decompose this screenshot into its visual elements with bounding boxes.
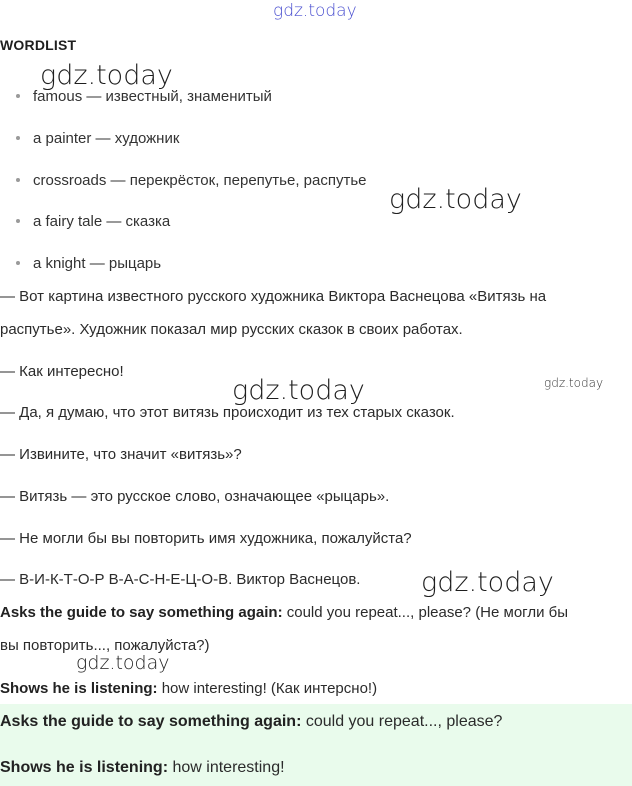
watermark: gdz.today (389, 184, 522, 215)
summary-label: Shows he is listening (0, 759, 163, 776)
wordlist-heading: WORDLIST (0, 37, 77, 53)
note-text: how interesting! (Как интерсно!) (157, 680, 378, 697)
watermark-top: gdz.today (273, 1, 357, 21)
summary-item-listening: Shows he is listening: how interesting! (0, 759, 285, 776)
list-item-text: crossroads — перекрёсток, перепутье, распутье (33, 172, 367, 189)
dialogue-line: — Не могли бы вы повторить имя художника, пожалуйста? (0, 530, 412, 547)
dialogue-line: — Вот картина известного русского художника Виктора Васнецова «Витязь на (0, 288, 547, 305)
note-repeat: Asks the guide to say something again: could you repeat..., please? (Не могли бы (0, 604, 568, 621)
list-item (16, 255, 161, 272)
watermark: gdz.today (421, 567, 554, 598)
bullet-icon (16, 261, 20, 265)
dialogue-line: распутье». Художник показал мир русских сказок в своих работах. (0, 321, 463, 338)
note-listening: Shows he is listening: how interesting! (Как интерсно!) (0, 680, 378, 697)
summary-text: could you repeat..., please? (301, 713, 503, 730)
summary-text: how interesting! (168, 759, 285, 776)
watermark: gdz.today (40, 60, 173, 91)
note-label: Shows he is listening (0, 680, 153, 697)
bullet-icon (16, 94, 20, 98)
watermark: gdz.today (76, 652, 170, 674)
watermark: gdz.today (544, 376, 604, 390)
bullet-icon (16, 219, 20, 223)
list-item (16, 88, 272, 105)
note-label: Asks the guide to say something again (0, 604, 278, 621)
list-item (16, 172, 367, 189)
summary-label: Asks the guide to say something again (0, 713, 297, 730)
list-item (16, 130, 179, 147)
bullet-icon (16, 178, 20, 182)
list-item (16, 213, 170, 230)
note-text: could you repeat..., please? (Не могли бы (282, 604, 568, 621)
list-item-text: a knight — рыцарь (33, 255, 162, 272)
list-item-text: a fairy tale — сказка (33, 213, 171, 230)
list-item-text: a painter — художник (33, 130, 180, 147)
dialogue-line: — Витязь — это русское слово, означающее «рыцарь». (0, 488, 390, 505)
summary-item-repeat: Asks the guide to say something again: could you repeat..., please? (0, 713, 503, 730)
note-repeat-cont: вы повторить..., пожалуйста?) (0, 637, 210, 654)
dialogue-line: — Да, я думаю, что этот витязь происходит из тех старых сказок. (0, 404, 455, 421)
bullet-icon (16, 136, 20, 140)
watermark: gdz.today (232, 375, 365, 406)
dialogue-line: — Извините, что значит «витязь»? (0, 446, 242, 463)
dialogue-line: — Как интересно! (0, 363, 124, 380)
list-item-text: famous — известный, знаменитый (33, 88, 272, 105)
dialogue-line: — В-И-К-Т-О-Р В-А-С-Н-Е-Ц-О-В. Виктор Васнецов. (0, 571, 361, 588)
